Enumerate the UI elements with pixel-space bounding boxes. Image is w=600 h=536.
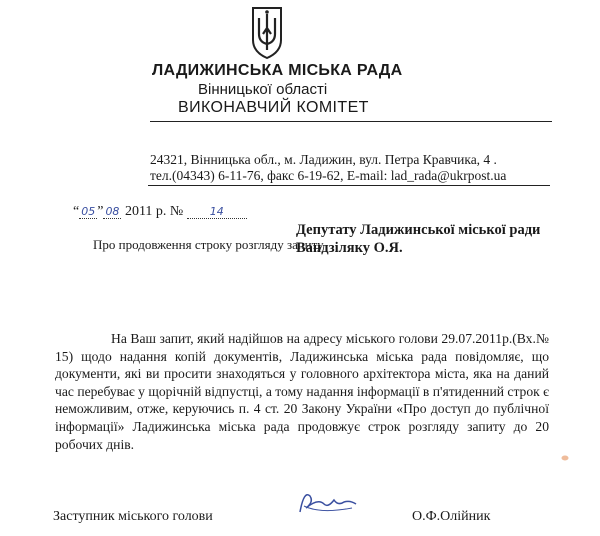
postal-address: 24321, Вінницька обл., м. Ладижин, вул. Петра Кравчика, 4 . [150, 152, 497, 167]
body-paragraph: На Ваш запит, який надійшов на адресу міського голови 29.07.2011р.(Вх.№ 15) щодо надання копій документів, Ладижинська міська рада повідомляє, що документи, які ви просити знаходяться у головного архітектора міста, яка на даний час перебуває у щорічній відпустці, а тому надання інформації в п'ятиденний строк є неможливим, отже, керуючись п. 4 ст. 20 Закону України «Про доступ до публічної інформації» Ладижинська міська рада продовжує строк розгляду запиту до 20 робочих днів. [55, 331, 549, 452]
contact-line: тел.(04343) 6-11-76, факс 6-19-62, E-mail: lad_rada@ukrpost.ua [150, 168, 507, 183]
trident-emblem-icon [247, 4, 287, 60]
ink-spot-icon [560, 454, 570, 462]
organization-region: Вінницької області [198, 81, 328, 98]
handwritten-signature-icon [290, 486, 362, 518]
outgoing-date-number: “ 05 ” 08 2011 р. № 14 [73, 204, 247, 220]
date-day: 05 [81, 205, 96, 218]
recipient-title: Депутату Ладижинської міської ради [296, 222, 541, 238]
recipient-name: Вандзіляку О.Я. [296, 240, 403, 256]
outgoing-number: 14 [187, 205, 247, 219]
date-month: 08 [105, 205, 120, 218]
letter-body [55, 330, 549, 453]
signer-position: Заступник міського голови [53, 509, 213, 524]
header-rule-top [150, 121, 552, 122]
letter-subject: Про продовження строку розгляду запиту [93, 237, 324, 252]
signer-name: О.Ф.Олійник [412, 509, 491, 524]
organization-name: ЛАДИЖИНСЬКА МІСЬКА РАДА [152, 62, 403, 79]
header-rule-bottom [148, 185, 550, 186]
executive-committee: ВИКОНАВЧИЙ КОМІТЕТ [178, 99, 369, 116]
date-year-label: 2011 р. № [124, 204, 184, 219]
